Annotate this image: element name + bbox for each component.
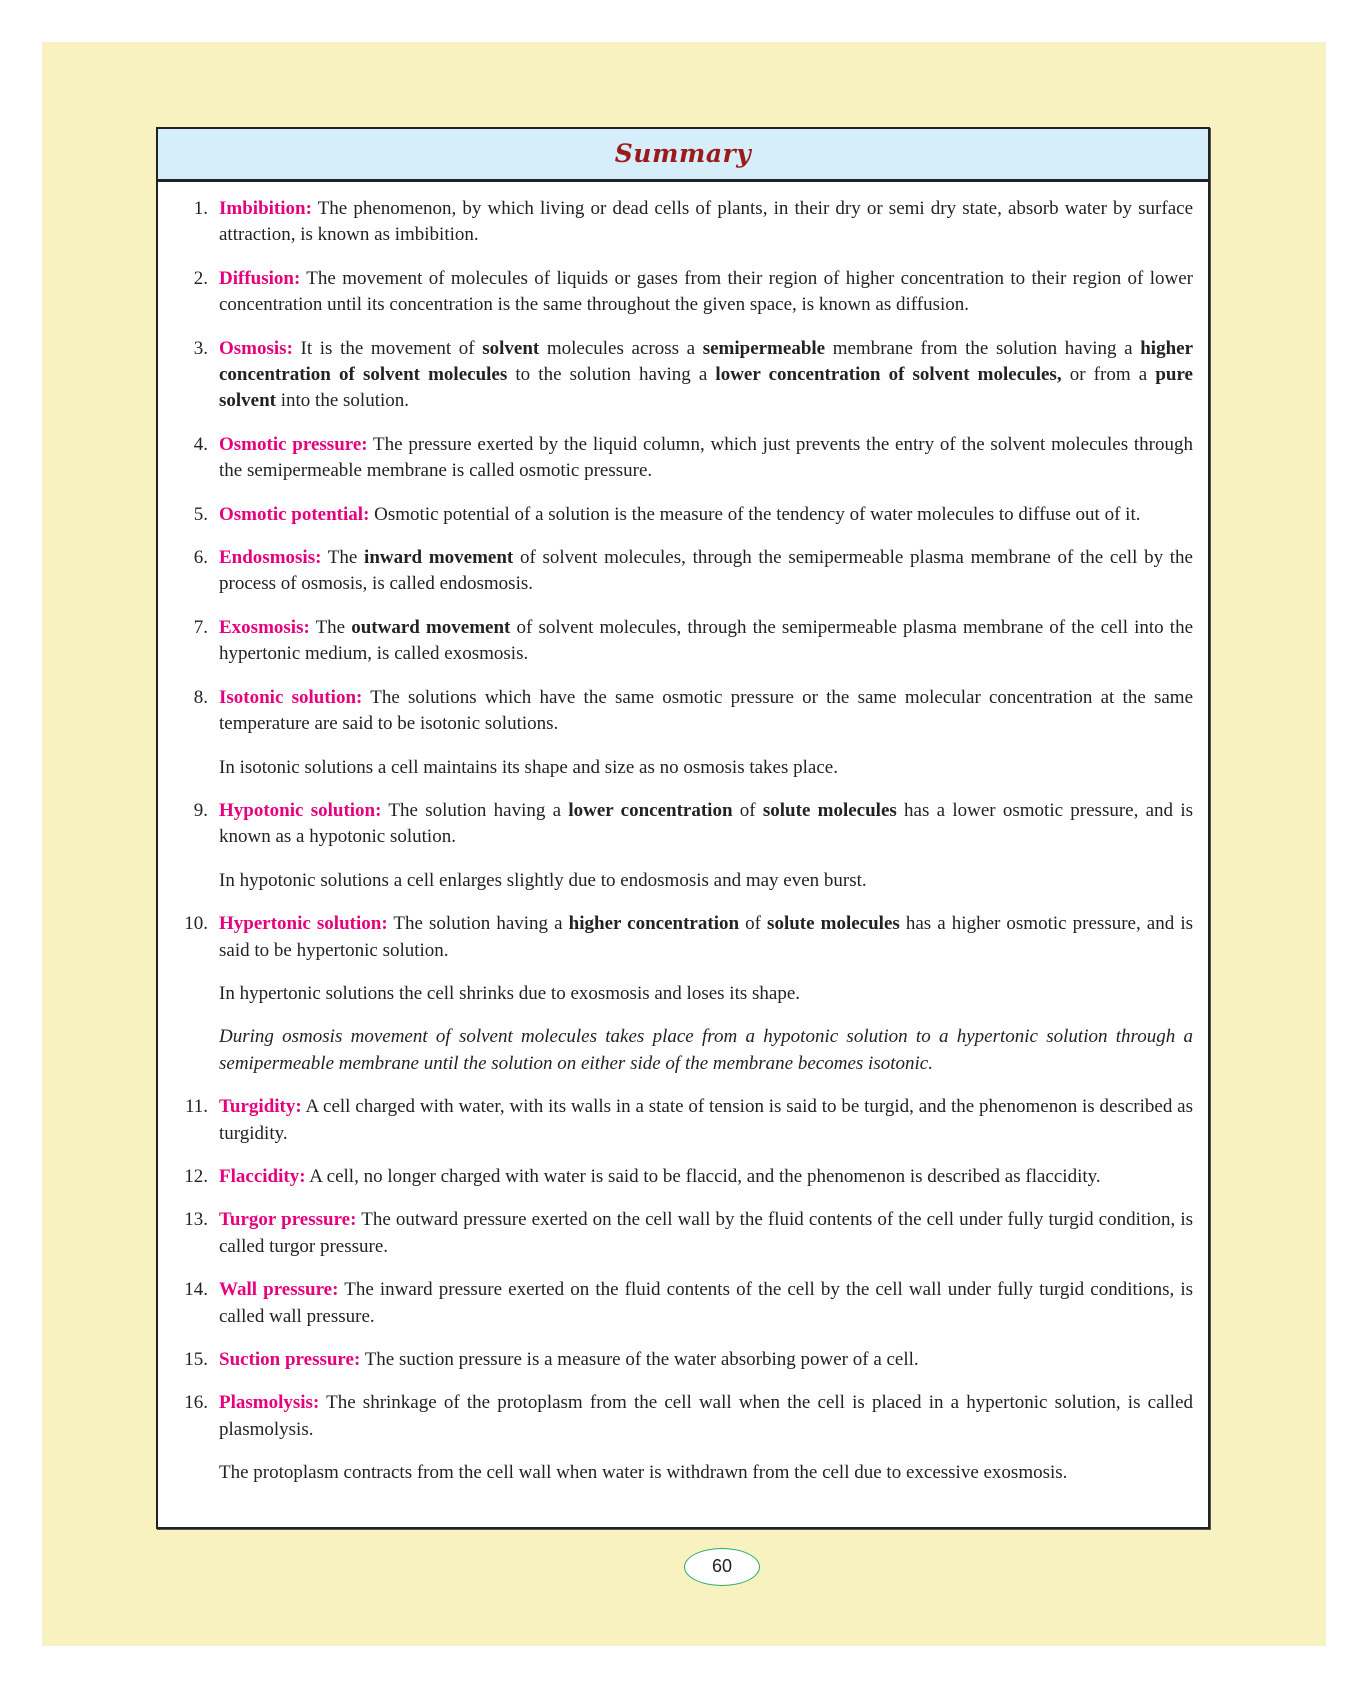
page-number: 60 — [684, 1548, 760, 1586]
item-term: Diffusion: — [219, 267, 301, 289]
item-definition — [219, 502, 1193, 528]
item-term: Suction pressure: — [219, 1349, 361, 1370]
text: The outward pressure exerted on the cell wall by the fluid contents of the cell under fully turgid condition, is called turgor pressure. — [219, 1209, 1193, 1257]
item-body — [219, 266, 1193, 319]
list-item — [158, 196, 1193, 249]
item-definition — [219, 545, 1193, 598]
italic-note: During osmosis movement of solvent molecules takes place from a hypotonic solution to a hypertonic solution through a semipermeable membrane until the solution on either side of the membrane becomes isotonic. — [219, 1026, 1193, 1074]
item-number: 9. — [193, 799, 208, 821]
item-term: Flaccidity: — [219, 1165, 306, 1187]
item-term: Endosmosis: — [219, 547, 322, 569]
list-item — [158, 1094, 1193, 1147]
list-item — [158, 798, 1193, 894]
bold-text: solvent — [482, 337, 540, 359]
item-definition — [219, 432, 1193, 485]
bold-text: higher concentration of solvent molecules — [219, 337, 1193, 386]
bold-text: semipermeable — [702, 337, 826, 359]
item-number: 15. — [184, 1349, 208, 1370]
item-note: In hypertonic solutions the cell shrinks due to exosmosis and loses its shape. — [219, 982, 801, 1004]
item-definition — [219, 615, 1193, 668]
item-definition — [219, 1094, 1193, 1147]
text: of solvent molecules, through the semipermeable plasma membrane of the cell into the hypertonic medium, is called exosmosis. — [219, 616, 1193, 665]
list-item — [158, 1347, 1193, 1373]
item-term: Osmotic potential: — [219, 503, 370, 525]
item-term: Plasmolysis: — [219, 1392, 320, 1414]
list-item — [158, 615, 1193, 668]
bold-text: outward movement — [351, 616, 511, 638]
item-definition — [219, 196, 1193, 249]
item-number: 11. — [184, 1096, 208, 1118]
summary-list — [158, 182, 1208, 1487]
item-number: 7. — [193, 616, 208, 638]
text: or from a — [1061, 364, 1156, 386]
summary-title: Summary — [614, 139, 752, 168]
text: The pressure exerted by the liquid column, which just prevents the entry of the solvent molecules through the semipermeable membrane is called osmotic pressure. — [219, 433, 1193, 482]
text: The — [309, 616, 352, 638]
item-body — [219, 615, 1193, 668]
item-number: 3. — [193, 337, 208, 359]
item-term: Hypotonic solution: — [219, 799, 382, 821]
item-definition — [219, 336, 1193, 415]
text: The suction pressure is a measure of the water absorbing power of a cell. — [360, 1349, 919, 1370]
text: of — [732, 799, 763, 821]
item-number: 10. — [184, 913, 208, 935]
item-body — [219, 196, 1193, 249]
item-body — [219, 798, 1193, 894]
text: The — [321, 547, 365, 569]
list-item — [158, 1207, 1193, 1260]
bold-text: solute molecules — [767, 913, 900, 935]
item-definition — [219, 911, 1193, 964]
item-number: 2. — [193, 267, 208, 289]
item-term: Turgidity: — [219, 1096, 302, 1118]
item-body — [219, 432, 1193, 485]
item-term: Isotonic solution: — [219, 686, 363, 708]
text: The solution having a — [381, 799, 569, 821]
item-definition — [219, 1164, 1193, 1190]
item-body — [219, 545, 1193, 598]
bold-text: higher concentration — [568, 913, 740, 935]
bold-text: pure solvent — [219, 364, 1193, 412]
text: has a lower osmotic pressure, and is known as a hypotonic solution. — [219, 799, 1193, 848]
item-number: 12. — [184, 1165, 208, 1187]
text: into the solution. — [276, 390, 409, 412]
item-number: 4. — [193, 433, 208, 455]
list-item — [158, 1164, 1193, 1190]
text: The inward pressure exerted on the fluid contents of the cell by the cell wall under fully turgid conditions, is called wall pressure. — [219, 1279, 1194, 1327]
item-definition — [219, 685, 1193, 738]
item-term: Osmosis: — [219, 337, 293, 359]
item-definition — [219, 1347, 1193, 1373]
bold-text: lower concentration of solvent molecules, — [715, 364, 1062, 386]
list-item — [158, 502, 1193, 528]
list-item — [158, 432, 1193, 485]
item-body — [219, 911, 1193, 1077]
item-term: Imbibition: — [219, 198, 312, 219]
summary-box — [156, 127, 1210, 1529]
text: The solution having a — [387, 913, 569, 935]
text: The phenomenon, by which living or dead cells of plants, in their dry or semi dry state, absorb water by surface attraction, is known as imbibition. — [219, 198, 1193, 246]
summary-header — [158, 129, 1208, 182]
item-body — [219, 336, 1193, 415]
text: The solutions which have the same osmotic pressure or the same molecular concentration at the same temperature are said to be isotonic solutions. — [219, 686, 1193, 735]
list-item — [158, 1277, 1193, 1330]
item-body — [219, 1347, 1193, 1373]
bold-text: lower concentration — [568, 799, 733, 821]
item-definition — [219, 1277, 1193, 1330]
item-note: In isotonic solutions a cell maintains its shape and size as no osmosis takes place. — [219, 756, 838, 778]
item-body — [219, 1390, 1193, 1486]
page — [42, 42, 1326, 1646]
text: to the solution having a — [507, 364, 716, 386]
item-body — [219, 1277, 1193, 1330]
item-number: 13. — [184, 1209, 208, 1231]
item-note: In hypotonic solutions a cell enlarges slightly due to endosmosis and may even burst. — [219, 869, 867, 891]
text: It is the movement of — [292, 337, 483, 359]
item-number: 8. — [193, 686, 208, 708]
item-definition — [219, 266, 1193, 319]
item-body — [219, 1164, 1193, 1190]
item-body — [219, 1094, 1193, 1147]
item-body — [219, 502, 1193, 528]
item-number: 14. — [184, 1279, 208, 1301]
item-term: Turgor pressure: — [219, 1209, 357, 1231]
item-definition — [219, 798, 1193, 851]
text: of solvent molecules, through the semipermeable plasma membrane of the cell by the process of osmosis, is called endosmosis. — [219, 547, 1193, 595]
item-definition — [219, 1390, 1193, 1443]
text: membrane from the solution having a — [825, 337, 1141, 359]
text: A cell, no longer charged with water is said to be flaccid, and the phenomenon is described as flaccidity. — [305, 1165, 1101, 1187]
item-term: Hypertonic solution: — [219, 913, 388, 935]
item-definition — [219, 1207, 1193, 1260]
item-body — [219, 685, 1193, 781]
list-item — [158, 266, 1193, 319]
item-number: 1. — [193, 198, 208, 219]
item-note: The protoplasm contracts from the cell wall when water is withdrawn from the cell due to excessive exosmosis. — [219, 1462, 1068, 1484]
item-number: 16. — [184, 1392, 208, 1414]
list-item — [158, 336, 1193, 415]
text: The movement of molecules of liquids or gases from their region of higher concentration to their region of lower concentration until its concentration is the same throughout the given space, is known as diffusion. — [219, 267, 1193, 316]
list-item — [158, 1390, 1193, 1486]
item-term: Wall pressure: — [219, 1279, 339, 1301]
bold-text: solute molecules — [762, 799, 897, 821]
text: A cell charged with water, with its walls in a state of tension is said to be turgid, and the phenomenon is described as turgidity. — [219, 1096, 1193, 1144]
list-item — [158, 685, 1193, 781]
text: of — [739, 913, 768, 935]
text: Osmotic potential of a solution is the measure of the tendency of water molecules to diffuse out of it. — [369, 503, 1141, 525]
bold-text: inward movement — [364, 547, 514, 569]
item-body — [219, 1207, 1193, 1260]
text: has a higher osmotic pressure, and is said to be hypertonic solution. — [219, 913, 1193, 961]
item-term: Exosmosis: — [219, 616, 310, 638]
list-item — [158, 545, 1193, 598]
item-number: 6. — [193, 547, 208, 569]
list-item — [158, 911, 1193, 1077]
text: The shrinkage of the protoplasm from the cell wall when the cell is placed in a hypertonic solution, is called plasmolysis. — [219, 1392, 1193, 1440]
item-number: 5. — [193, 503, 208, 525]
text: molecules across a — [539, 337, 703, 359]
item-term: Osmotic pressure: — [219, 433, 368, 455]
